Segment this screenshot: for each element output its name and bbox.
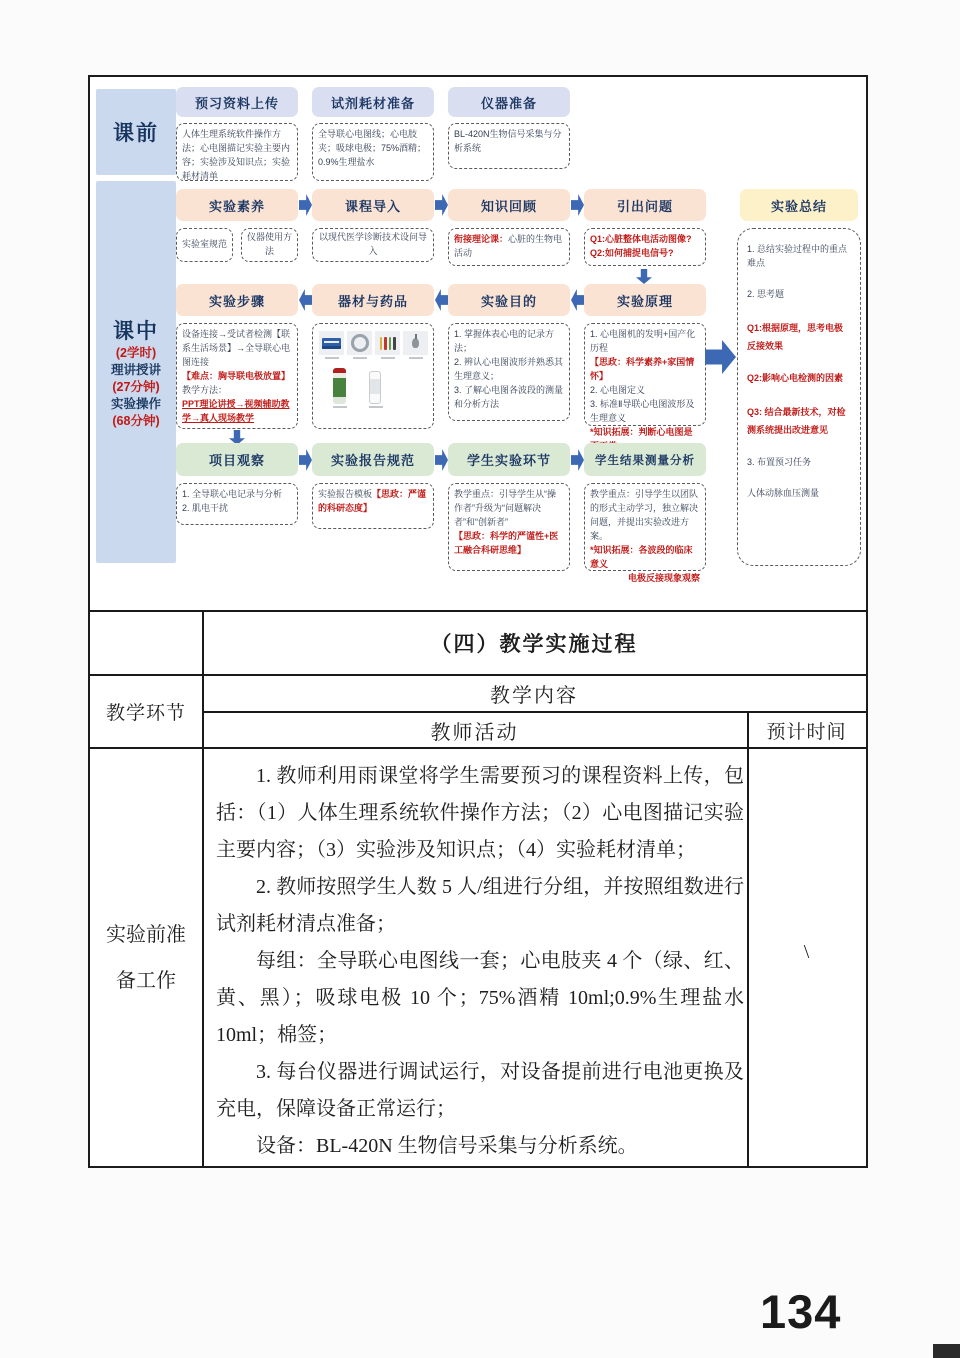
lab-rules-box: 实验室规范: [176, 228, 233, 262]
summary-item-1: 1. 总结实验过程中的重点难点: [747, 244, 848, 268]
flow-step-course-intro: 课程导入: [312, 189, 434, 221]
steps-difficulty: 【难点：胸导联电极放置】: [182, 370, 291, 381]
pre-class-text: 课前: [113, 122, 159, 145]
equipment-tiles: [319, 331, 427, 359]
raise-questions-detail: [584, 228, 706, 266]
analysis-extension-2: 电极反接现象观察: [627, 572, 700, 583]
instrument-usage-box: 仪器使用方法: [241, 228, 298, 262]
flow-step-raise-questions: 引出问题: [584, 189, 706, 221]
principle-extension: *知识拓展：判断心电图是: [590, 426, 693, 437]
question-1: Q1:心脏整体电活动图像?: [590, 234, 692, 244]
summary-q2: Q2:影响心电检测的因素: [747, 372, 844, 383]
theory-link-text: 心脏的生物电活动: [454, 234, 563, 258]
in-class-line-5: (68分钟): [112, 413, 160, 428]
column-header-content: 教学内容: [490, 685, 578, 707]
student-experiment-detail: [448, 483, 570, 571]
flow-arrow-right-big-icon: [705, 340, 736, 374]
activity-paragraph: 3. 每台仪器进行调试运行，对设备提前进行电池更换及充电，保障设备正常运行；: [216, 1061, 744, 1120]
project-observation-detail: [176, 483, 298, 525]
pre-class-label: [96, 89, 176, 175]
in-class-line-1: (2学时): [115, 345, 157, 360]
flow-arrow-right-icon: [435, 449, 448, 471]
purpose-3: 3. 了解心电图各波段的测量和分析方法: [454, 384, 564, 409]
steps-line-1: 设备连接→受试者检测【联系生活场景】→全导联心电图连接: [182, 329, 291, 367]
activity-paragraph: 每组：全导联心电图线一套；心电肢夹 4 个（绿、红、黄、黑）；吸球电极 10 个；75%酒精 10ml;0.9%生理盐水 10ml；棉签；: [216, 950, 744, 1046]
table-border-line: [90, 747, 866, 749]
steps-method-chain: PPT理论讲授→视频辅助教学→真人现场教学: [182, 398, 290, 423]
flow-step-experiment-summary: 实验总结: [740, 189, 858, 221]
alcohol-bottle-image: [333, 368, 347, 408]
bottle-images: [319, 368, 427, 408]
principle-3: 3. 标准Ⅱ导联心电图波形及生理意义: [590, 398, 695, 423]
in-class-title: 课中: [113, 319, 159, 343]
content-frame: [88, 75, 868, 1168]
flow-arrow-right-icon: [299, 194, 312, 216]
observation-2: 2. 肌电干扰: [182, 502, 229, 513]
analysis-extension-1: *知识拓展：各波段的临床意义: [590, 544, 693, 569]
in-class-line-3: (27分钟): [112, 379, 160, 394]
principle-ideology: 【思政：科学素养+家国情怀】: [590, 356, 695, 381]
teaching-flowchart: [90, 77, 868, 610]
student-focus-text: 教学重点：引导学生从“操作者”升级为“问题解决者”和“创新者”: [454, 489, 556, 527]
activity-paragraph: 2. 教师按照学生人数 5 人/组进行分组，并按照组数进行试剂耗材清点准备；: [216, 876, 744, 935]
report-ideology: 【思政：严谨的科研态度】: [318, 489, 427, 513]
experiment-principle-detail: [584, 323, 706, 437]
bl420n-device-image: [319, 331, 344, 359]
question-2: Q2:如何捕捉电信号?: [590, 247, 674, 258]
principle-1: 1. 心电图机的发明+国产化历程: [590, 329, 696, 353]
reagent-prep-detail: 全导联心电图线；心电肢夹；吸球电极；75%酒精；0.9%生理盐水: [312, 123, 434, 181]
summary-q1: Q1:根据原理，思考电极反接效果: [747, 322, 844, 351]
theory-link-label: 衔接理论课：: [454, 234, 509, 244]
flow-arrow-left-icon: [435, 289, 448, 311]
page-number: 134: [760, 1285, 842, 1338]
flow-step-report-standard: 实验报告规范: [312, 443, 434, 476]
stage-text-line-1: 实验前准: [106, 923, 186, 946]
summary-item-3: 3. 布置预习任务: [747, 456, 812, 467]
flow-arrow-right-icon: [435, 194, 448, 216]
flow-step-preview-upload: 预习资料上传: [176, 87, 298, 117]
preview-upload-detail: 人体生理系统软件操作方法；心电图描记实验主要内容；实验涉及知识点；实验耗材清单: [176, 123, 298, 181]
analysis-focus-text: 教学重点：引导学生以团队的形式主动学习，独立解决问题，并提出实验改进方案。: [590, 489, 699, 541]
experiment-summary-detail: [737, 228, 861, 566]
in-class-line-4: 实验操作: [110, 396, 161, 411]
flow-arrow-left-icon: [299, 289, 312, 311]
limb-clips-image: [375, 331, 400, 359]
equipment-images-box: [312, 323, 434, 429]
column-header-teacher: 教师活动: [430, 721, 519, 744]
flow-step-equipment-drugs: 器材与药品: [312, 284, 434, 316]
flow-arrow-right-icon: [571, 449, 584, 471]
experiment-purpose-detail: [448, 323, 570, 421]
purpose-1: 1. 掌握体表心电的记录方法；: [454, 329, 555, 353]
corner-mark: [933, 1344, 960, 1358]
flow-step-project-observation: 项目观察: [176, 443, 298, 476]
flow-step-reagent-prep: 试剂耗材准备: [312, 87, 434, 117]
result-analysis-detail: [584, 483, 706, 583]
observation-1: 1. 全导联心电记录与分析: [182, 489, 283, 499]
flow-step-result-analysis: 学生结果测量分析: [584, 443, 706, 476]
saline-bottle-image: [369, 368, 383, 408]
flow-step-instrument-prep: 仪器准备: [448, 87, 570, 117]
summary-item-2: 2. 思考题: [747, 288, 785, 299]
knowledge-review-detail: [448, 228, 570, 266]
course-intro-detail: 以现代医学诊断技术设问导入: [312, 228, 434, 262]
lead-cable-image: [347, 331, 372, 359]
steps-method-label: 教学方法：: [182, 384, 228, 395]
summary-preview-task: 人体动脉血压测量: [747, 487, 820, 498]
section-title: （四）教学实施过程: [430, 632, 638, 656]
report-standard-detail: [312, 483, 434, 529]
activity-paragraph: 设备：BL-420N 生物信号采集与分析系统。: [256, 1135, 638, 1157]
activity-paragraph: 1. 教师利用雨课堂将学生需要预习的课程资料上传，包括：（1）人体生理系统软件操作方法；（2）心电图描记实验主要内容；（3）实验涉及知识点；（4）实验耗材清单；: [216, 765, 744, 861]
flow-arrow-right-icon: [571, 194, 584, 216]
stage-cell: [90, 749, 202, 1166]
instrument-prep-detail: BL-420N生物信号采集与分析系统: [448, 123, 570, 169]
suction-electrode-image: [403, 331, 428, 359]
summary-q3: Q3: 结合最新技术，对检测系统提出改进意见: [747, 406, 846, 435]
flow-arrow-left-icon: [571, 289, 584, 311]
column-header-time: 预计时间: [766, 721, 847, 743]
in-class-line-2: 理讲授讲: [110, 362, 161, 377]
report-template-text: 实验报告模板: [318, 489, 373, 499]
flow-step-experiment-principle: 实验原理: [584, 284, 706, 316]
teacher-activity-cell: [216, 758, 744, 1165]
flow-step-lab-literacy: 实验素养: [176, 189, 298, 221]
flow-arrow-down-icon: [636, 269, 652, 284]
flow-step-experiment-steps: 实验步骤: [176, 284, 298, 316]
flow-step-experiment-purpose: 实验目的: [448, 284, 570, 316]
stage-text-line-2: 备工作: [116, 969, 176, 992]
column-header-stage: 教学环节: [105, 703, 186, 724]
time-cell: \: [803, 940, 810, 963]
purpose-2: 2. 辨认心电图波形并熟悉其生理意义；: [454, 356, 564, 381]
flow-step-knowledge-review: 知识回顾: [448, 189, 570, 221]
flow-arrow-right-icon: [299, 449, 312, 471]
in-class-label: [96, 181, 176, 563]
experiment-steps-detail: [176, 323, 298, 429]
principle-2: 2. 心电图定义: [590, 384, 646, 395]
flow-step-student-experiment: 学生实验环节: [448, 443, 570, 476]
student-ideology: 【思政：科学的严谨性+医工融合科研思维】: [454, 530, 559, 555]
